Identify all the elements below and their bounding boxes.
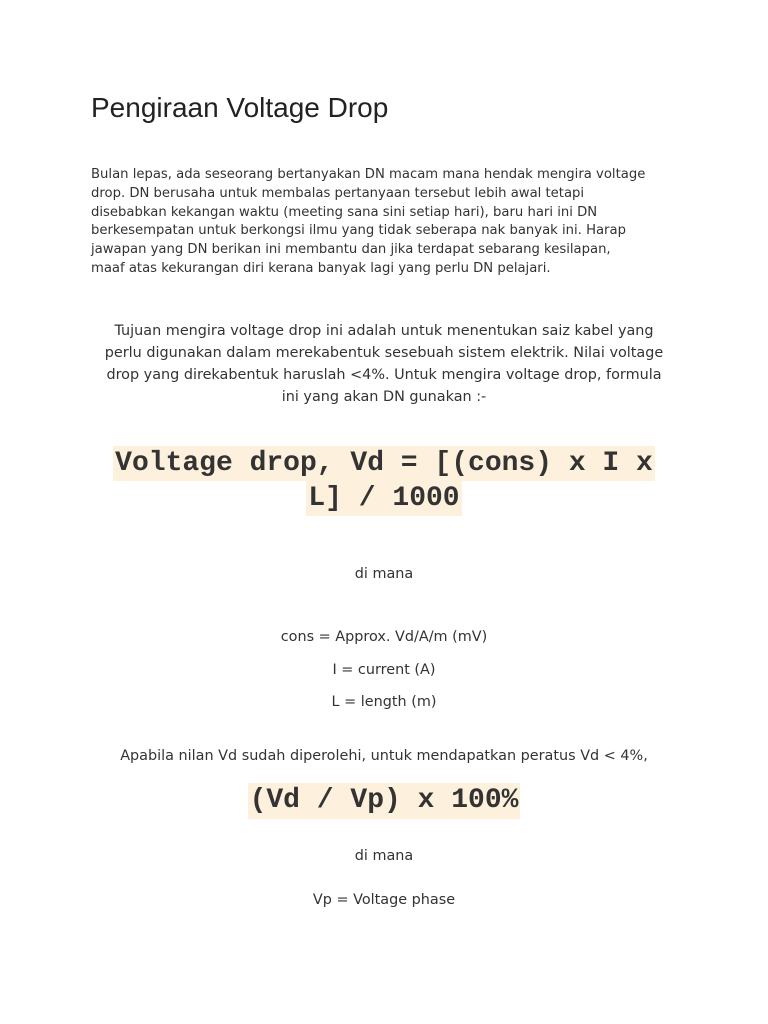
percent-formula-line: (Vd / Vp) x 100% [248, 783, 521, 819]
purpose-line: Tujuan mengira voltage drop ini adalah untuk menentukan saiz kabel yang [114, 323, 654, 339]
intro-line: Bulan lepas, ada seseorang bertanyakan DN macam mana hendak mengira voltage [91, 167, 646, 182]
definition-length: L = length (m) [331, 694, 437, 710]
intro-line: drop. DN berusaha untuk membalas pertanyaan tersebut lebih awal tetapi [91, 185, 585, 201]
intro-line: berkesempatan untuk berkongsi ilmu yang tidak seberapa nak banyak ini. Harap [91, 223, 626, 239]
definition-vp: Vp = Voltage phase [312, 892, 456, 908]
where-label-1: di mana [354, 566, 414, 582]
formula-line-1: Voltage drop, Vd = [(cons) x I x [115, 448, 653, 479]
definition-cons: cons = Approx. Vd/A/m (mV) [280, 629, 488, 645]
definition-current: I = current (A) [332, 662, 436, 678]
purpose-paragraph [84, 320, 684, 408]
intro-line: disebabkan kekangan waktu (meeting sana sini setiap hari), baru hari ini DN [91, 204, 598, 220]
voltage-drop-formula [0, 446, 768, 516]
percent-formula [0, 783, 768, 819]
where-label-2: di mana [354, 848, 414, 864]
purpose-line: ini yang akan DN gunakan :- [281, 389, 487, 405]
purpose-line: drop yang direkabentuk haruslah <4%. Untuk mengira voltage drop, formula [106, 367, 662, 383]
percent-intro: Apabila nilan Vd sudah diperolehi, untuk mendapatkan peratus Vd < 4%, [120, 748, 648, 764]
intro-line: jawapan yang DN berikan ini membantu dan jika terdapat sebarang kesilapan, [91, 242, 611, 258]
formula-line-2: L] / 1000 [308, 483, 460, 514]
intro-line: maaf atas kekurangan diri kerana banyak lagi yang perlu DN pelajari. [91, 260, 551, 276]
intro-paragraph [91, 166, 691, 279]
purpose-line: perlu digunakan dalam merekabentuk sesebuah sistem elektrik. Nilai voltage [104, 345, 664, 361]
page-title: Pengiraan Voltage Drop [91, 92, 389, 123]
